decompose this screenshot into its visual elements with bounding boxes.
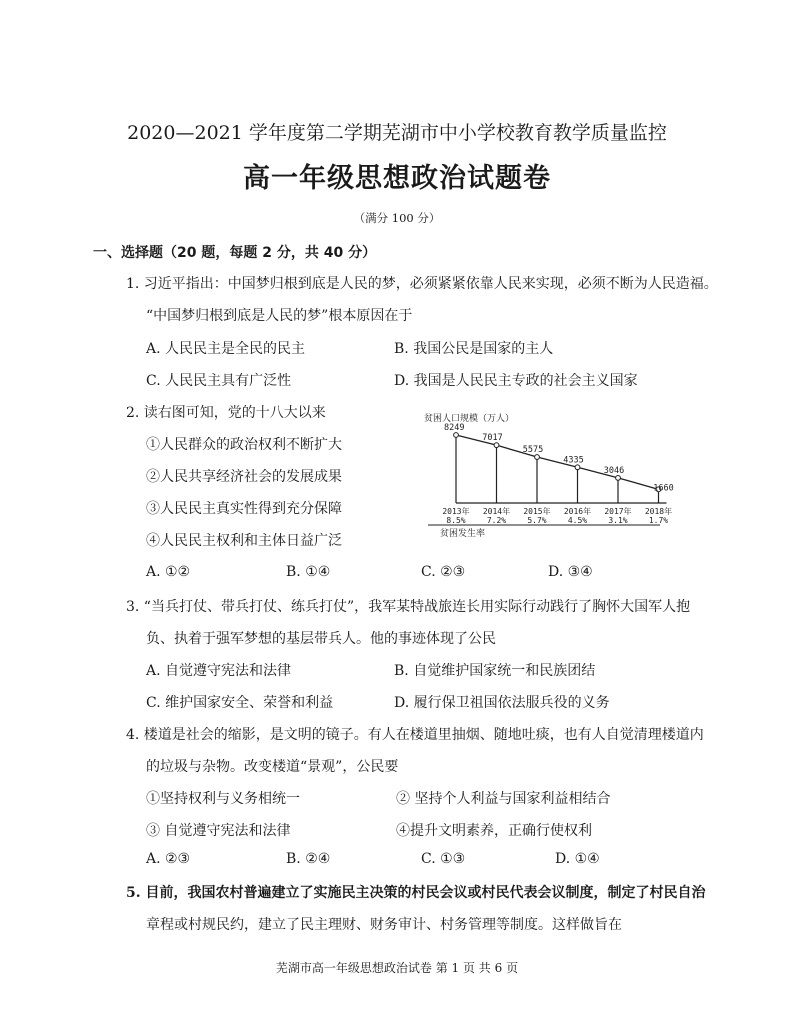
q4-option-b: B. ②④	[286, 851, 331, 867]
q4-item-3: ③ 自觉遵守宪法和法律	[146, 823, 291, 839]
chart-point	[535, 455, 540, 460]
q1-option-d: D. 我国是人民民主专政的社会主义国家	[394, 373, 638, 389]
chart-category-label: 2013年	[442, 507, 470, 516]
q4-item-1: ①坚持权利与义务相统一	[146, 791, 300, 807]
q4-option-d: D. ①④	[555, 851, 600, 867]
chart-point	[454, 433, 459, 438]
section-title: 一、选择题（20 题，每题 2 分，共 40 分）	[93, 245, 377, 261]
q4-stem-line2: 的垃圾与杂物。改变楼道“景观”，公民要	[146, 759, 399, 775]
q3-stem-line1: 3. “当兵打仗、带兵打仗、练兵打仗”，我军某特战旅连长用实际行动践行了胸怀大国军人抱	[126, 599, 691, 615]
q5-stem-line2: 章程或村规民约，建立了民主理财、财务审计、村务管理等制度。这样做旨在	[146, 917, 622, 933]
chart-data-label: 5575	[522, 445, 544, 456]
exam-header-title: 2020—2021 学年度第二学期芜湖市中小学校教育教学质量监控	[127, 122, 667, 144]
chart-data-label: 8249	[444, 423, 465, 433]
chart-category-label: 2017年	[604, 507, 632, 516]
chart-title: 贫困人口规模（万人）	[424, 414, 515, 424]
q2-option-d: D. ③④	[548, 564, 593, 580]
q3-option-d: D. 履行保卫祖国依法服兵役的义务	[394, 695, 610, 711]
page-footer: 芜湖市高一年级思想政治试卷 第 1 页 共 6 页	[275, 961, 519, 975]
q2-item-2: ②人民共享经济社会的发展成果	[146, 469, 342, 485]
q5-stem-line1: 5. 目前，我国农村普遍建立了实施民主决策的村民会议或村民代表会议制度，制定了村民自治	[126, 885, 706, 901]
chart-point	[494, 443, 499, 448]
chart-rate-label: 5.7%	[527, 516, 547, 525]
chart-category-label: 2018年	[644, 507, 673, 516]
q1-option-b: B. 我国公民是国家的主人	[394, 341, 554, 357]
q3-stem-line2: 负、执着于强军梦想的基层带兵人。他的事迹体现了公民	[146, 631, 496, 647]
chart-point	[575, 465, 580, 470]
q4-option-c: C. ①③	[421, 851, 466, 867]
q2-option-b: B. ①④	[286, 564, 331, 580]
exam-main-title: 高一年级思想政治试题卷	[243, 163, 551, 194]
chart-rate-label: 1.7%	[648, 516, 669, 525]
q1-stem-line1: 1. 习近平指出：中国梦归根到底是人民的梦，必须紧紧依靠人民来实现，必须不断为人民造福。	[126, 276, 718, 292]
q2-stem: 2. 读右图可知，党的十八大以来	[126, 405, 326, 421]
full-score-note: （满分 100 分）	[353, 211, 441, 225]
chart-data-label: 4335	[563, 455, 584, 466]
poverty-chart	[420, 408, 675, 540]
chart-rate-label: 8.5%	[446, 516, 466, 525]
q1-stem-line2: “中国梦归根到底是人民的梦”根本原因在于	[146, 308, 413, 324]
q2-item-4: ④人民民主权利和主体日益广泛	[146, 533, 342, 549]
chart-xlabel: 贫困发生率	[440, 529, 486, 539]
q3-option-c: C. 维护国家安全、荣誉和利益	[146, 695, 334, 711]
chart-data-label: 7017	[482, 433, 503, 444]
chart-category-label: 2016年	[563, 507, 592, 516]
chart-rate-label: 3.1%	[608, 516, 628, 525]
chart-point	[616, 475, 621, 480]
q4-item-4: ④提升文明素养，正确行使权利	[396, 823, 592, 839]
q2-item-3: ③人民民主真实性得到充分保障	[146, 501, 342, 517]
q2-item-1: ①人民群众的政治权利不断扩大	[146, 437, 342, 453]
q3-option-a: A. 自觉遵守宪法和法律	[146, 663, 292, 679]
chart-category-label: 2015年	[523, 507, 551, 516]
q1-option-c: C. 人民民主具有广泛性	[146, 373, 292, 389]
q1-option-a: A. 人民民主是全民的民主	[146, 341, 306, 357]
q4-item-2: ② 坚持个人利益与国家利益相结合	[396, 791, 611, 807]
chart-category-label: 2014年	[482, 507, 511, 516]
q2-option-c: C. ②③	[421, 564, 466, 580]
q4-stem-line1: 4. 楼道是社会的缩影，是文明的镜子。有人在楼道里抽烟、随地吐痰，也有人自觉清理楼道内	[126, 727, 704, 743]
chart-rate-label: 7.2%	[486, 516, 507, 525]
q2-option-a: A. ①②	[146, 564, 191, 580]
chart-data-label: 1660	[653, 483, 674, 494]
chart-data-label: 3046	[603, 465, 625, 476]
q3-option-b: B. 自觉维护国家统一和民族团结	[394, 663, 596, 679]
chart-rate-label: 4.5%	[567, 516, 588, 525]
q4-option-a: A. ②③	[146, 851, 191, 867]
